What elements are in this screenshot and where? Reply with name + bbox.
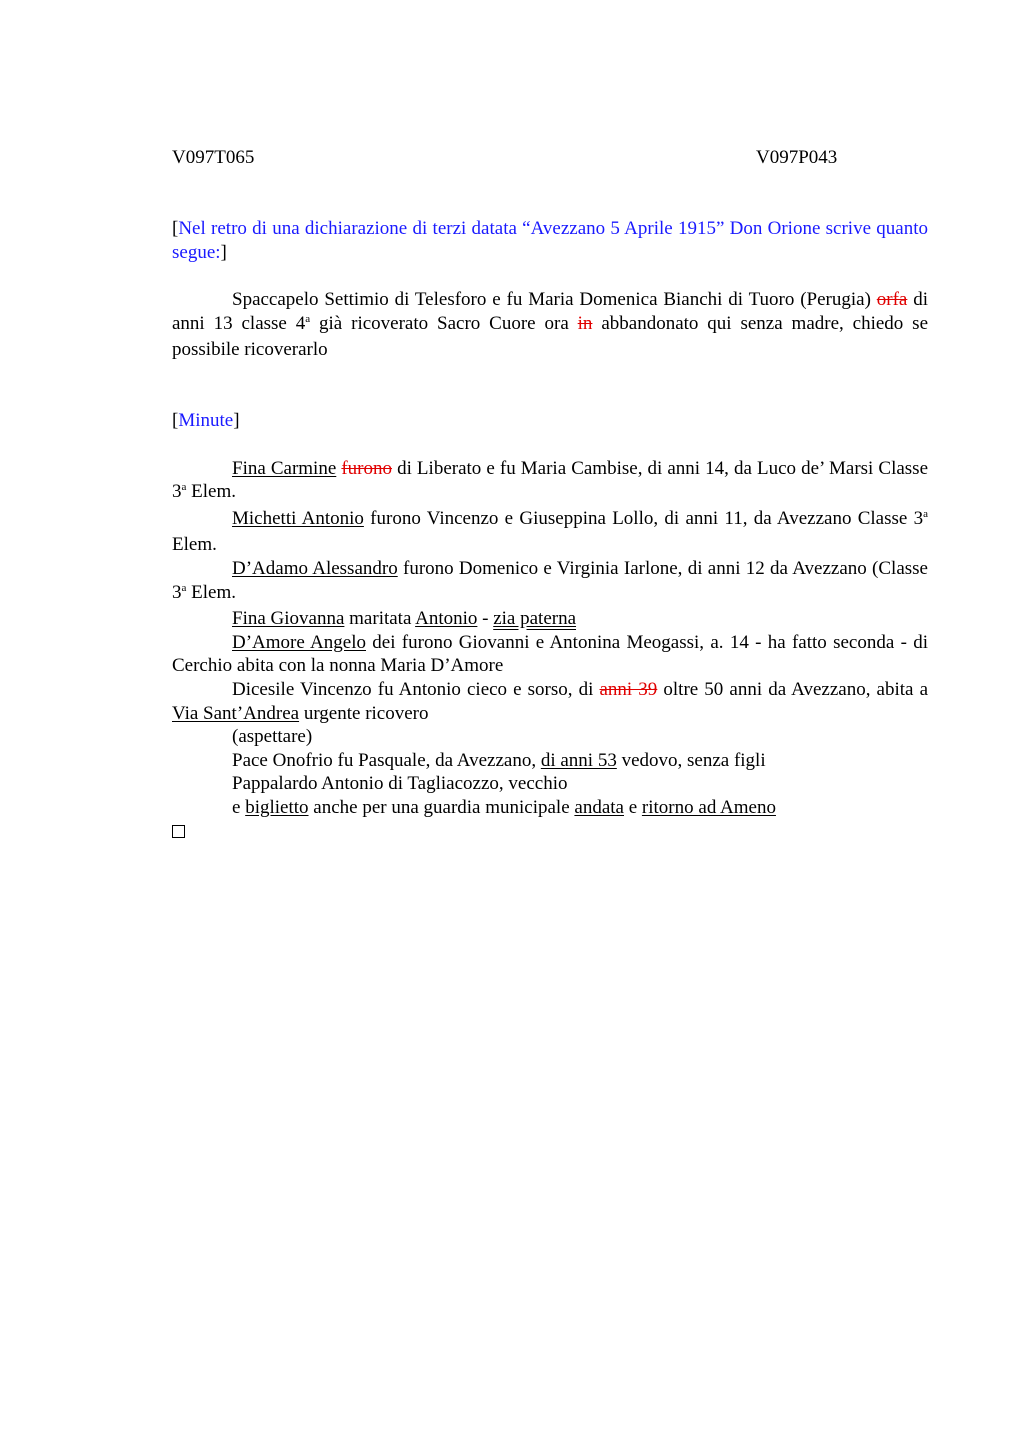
- entry-biglietto: [172, 796, 928, 820]
- minute-open-bracket: [: [172, 409, 179, 431]
- entry-text-2: oltre 50 anni da Avezzano, abita a: [657, 678, 928, 700]
- entry-pappalardo-antonio: [172, 772, 928, 796]
- entry-name: D’Amore Angelo: [232, 631, 366, 653]
- entry-tail: Elem.: [172, 534, 217, 556]
- entry-ticket: biglietto: [245, 796, 309, 818]
- entry-dadamo-alessandro: [172, 557, 928, 607]
- entry-street: Via Sant’Andrea: [172, 702, 300, 724]
- para1-text-1: Spaccapelo Settimio di Telesforo e fu Maria Domenica Bianchi di Tuoro (Perugia): [232, 289, 877, 311]
- entry-text: dei furono Giovanni e Antonina Meogassi, a. 14 - ha fatto seconda - di Cerchio abita con la nonna Maria D’Amore: [172, 631, 928, 677]
- entry-aspettare: [172, 725, 928, 749]
- deleted-word: furono: [341, 457, 393, 479]
- right-code: V097P043: [756, 147, 838, 168]
- intro-close-bracket: ]: [220, 241, 227, 263]
- entry-text-3: e: [623, 796, 642, 818]
- intro-text: Nel retro di una dichiarazione di terzi datata “Avezzano 5 Aprile 1915” Don Orione scrive quanto segue:: [172, 218, 928, 263]
- entry-text-2: anche per una guardia municipale: [308, 796, 575, 818]
- entry-name: Michetti Antonio: [232, 507, 364, 529]
- superscript: a: [923, 507, 928, 520]
- entry-relation: zia paterna: [493, 608, 577, 630]
- entry-name: D’Adamo Alessandro: [232, 557, 398, 579]
- entry-text: di Liberato e fu Maria Cambise, di anni 14, da Luco de’ Marsi Classe 3: [172, 457, 929, 503]
- para1-text-3: già ricoverato Sacro Cuore ora: [310, 312, 578, 334]
- superscript: a: [181, 481, 187, 494]
- entry-tail: Elem.: [186, 481, 236, 503]
- entry-separator: -: [477, 608, 494, 630]
- deleted-word-orfa: orfa: [876, 289, 908, 311]
- entry-name: Fina Giovanna: [232, 608, 345, 630]
- entry-text: Pappalardo Antonio di Tagliacozzo, vecchio: [232, 773, 568, 795]
- entry-text-2: vedovo, senza figli: [616, 749, 766, 771]
- entry-text: furono Vincenzo e Giuseppina Lollo, di anni 11, da Avezzano Classe 3: [363, 507, 924, 529]
- superscript: a: [305, 312, 311, 325]
- entry-fina-giovanna: [172, 607, 928, 631]
- entry-text: (aspettare): [232, 726, 313, 748]
- entry-name: Fina Carmine: [232, 457, 337, 479]
- intro-note: [172, 217, 928, 264]
- entry-text-1: Dicesile Vincenzo fu Antonio cieco e sorso, di: [232, 678, 600, 700]
- entry-pace-onofrio: [172, 749, 928, 773]
- entry-age: di anni 53: [540, 749, 617, 771]
- paragraph-spaccapelo: [172, 288, 928, 362]
- square-outline-icon: [172, 825, 185, 838]
- entry-text-3: urgente ricovero: [299, 702, 429, 724]
- minute-close-bracket: ]: [233, 409, 240, 431]
- entry-ritorno: ritorno ad Ameno: [641, 796, 776, 818]
- entry-damore-angelo: [172, 631, 928, 678]
- entry-text-1: e: [232, 796, 246, 818]
- entry-michetti-antonio: [172, 507, 928, 557]
- entry-tail: Elem.: [186, 581, 236, 603]
- header: [172, 146, 928, 170]
- left-code: V097T065: [172, 147, 255, 168]
- end-mark: [172, 819, 928, 845]
- intro-open-bracket: [: [172, 218, 179, 239]
- superscript: a: [181, 581, 187, 594]
- entry-husband: Antonio: [415, 608, 478, 630]
- entry-fina-carmine: [172, 457, 928, 507]
- entry-andata: andata: [574, 796, 624, 818]
- minute-label: Minute: [178, 409, 234, 431]
- para1-text-4: abbandonato qui senza madre, chiedo se possibile ricoverarlo: [172, 312, 929, 361]
- entry-text: furono Domenico e Virginia Iarlone, di anni 12 da Avezzano (Classe 3: [172, 557, 928, 603]
- minute-heading: [172, 409, 928, 433]
- deleted-words: anni 39: [599, 678, 658, 700]
- deleted-word-in: in: [577, 312, 593, 334]
- document-page: [172, 146, 928, 845]
- entry-text-1: Pace Onofrio fu Pasquale, da Avezzano,: [232, 749, 541, 771]
- entry-text: maritata: [344, 608, 416, 630]
- entry-dicesile-vincenzo: [172, 678, 928, 725]
- para1-text-2: di anni 13 classe 4: [172, 289, 928, 334]
